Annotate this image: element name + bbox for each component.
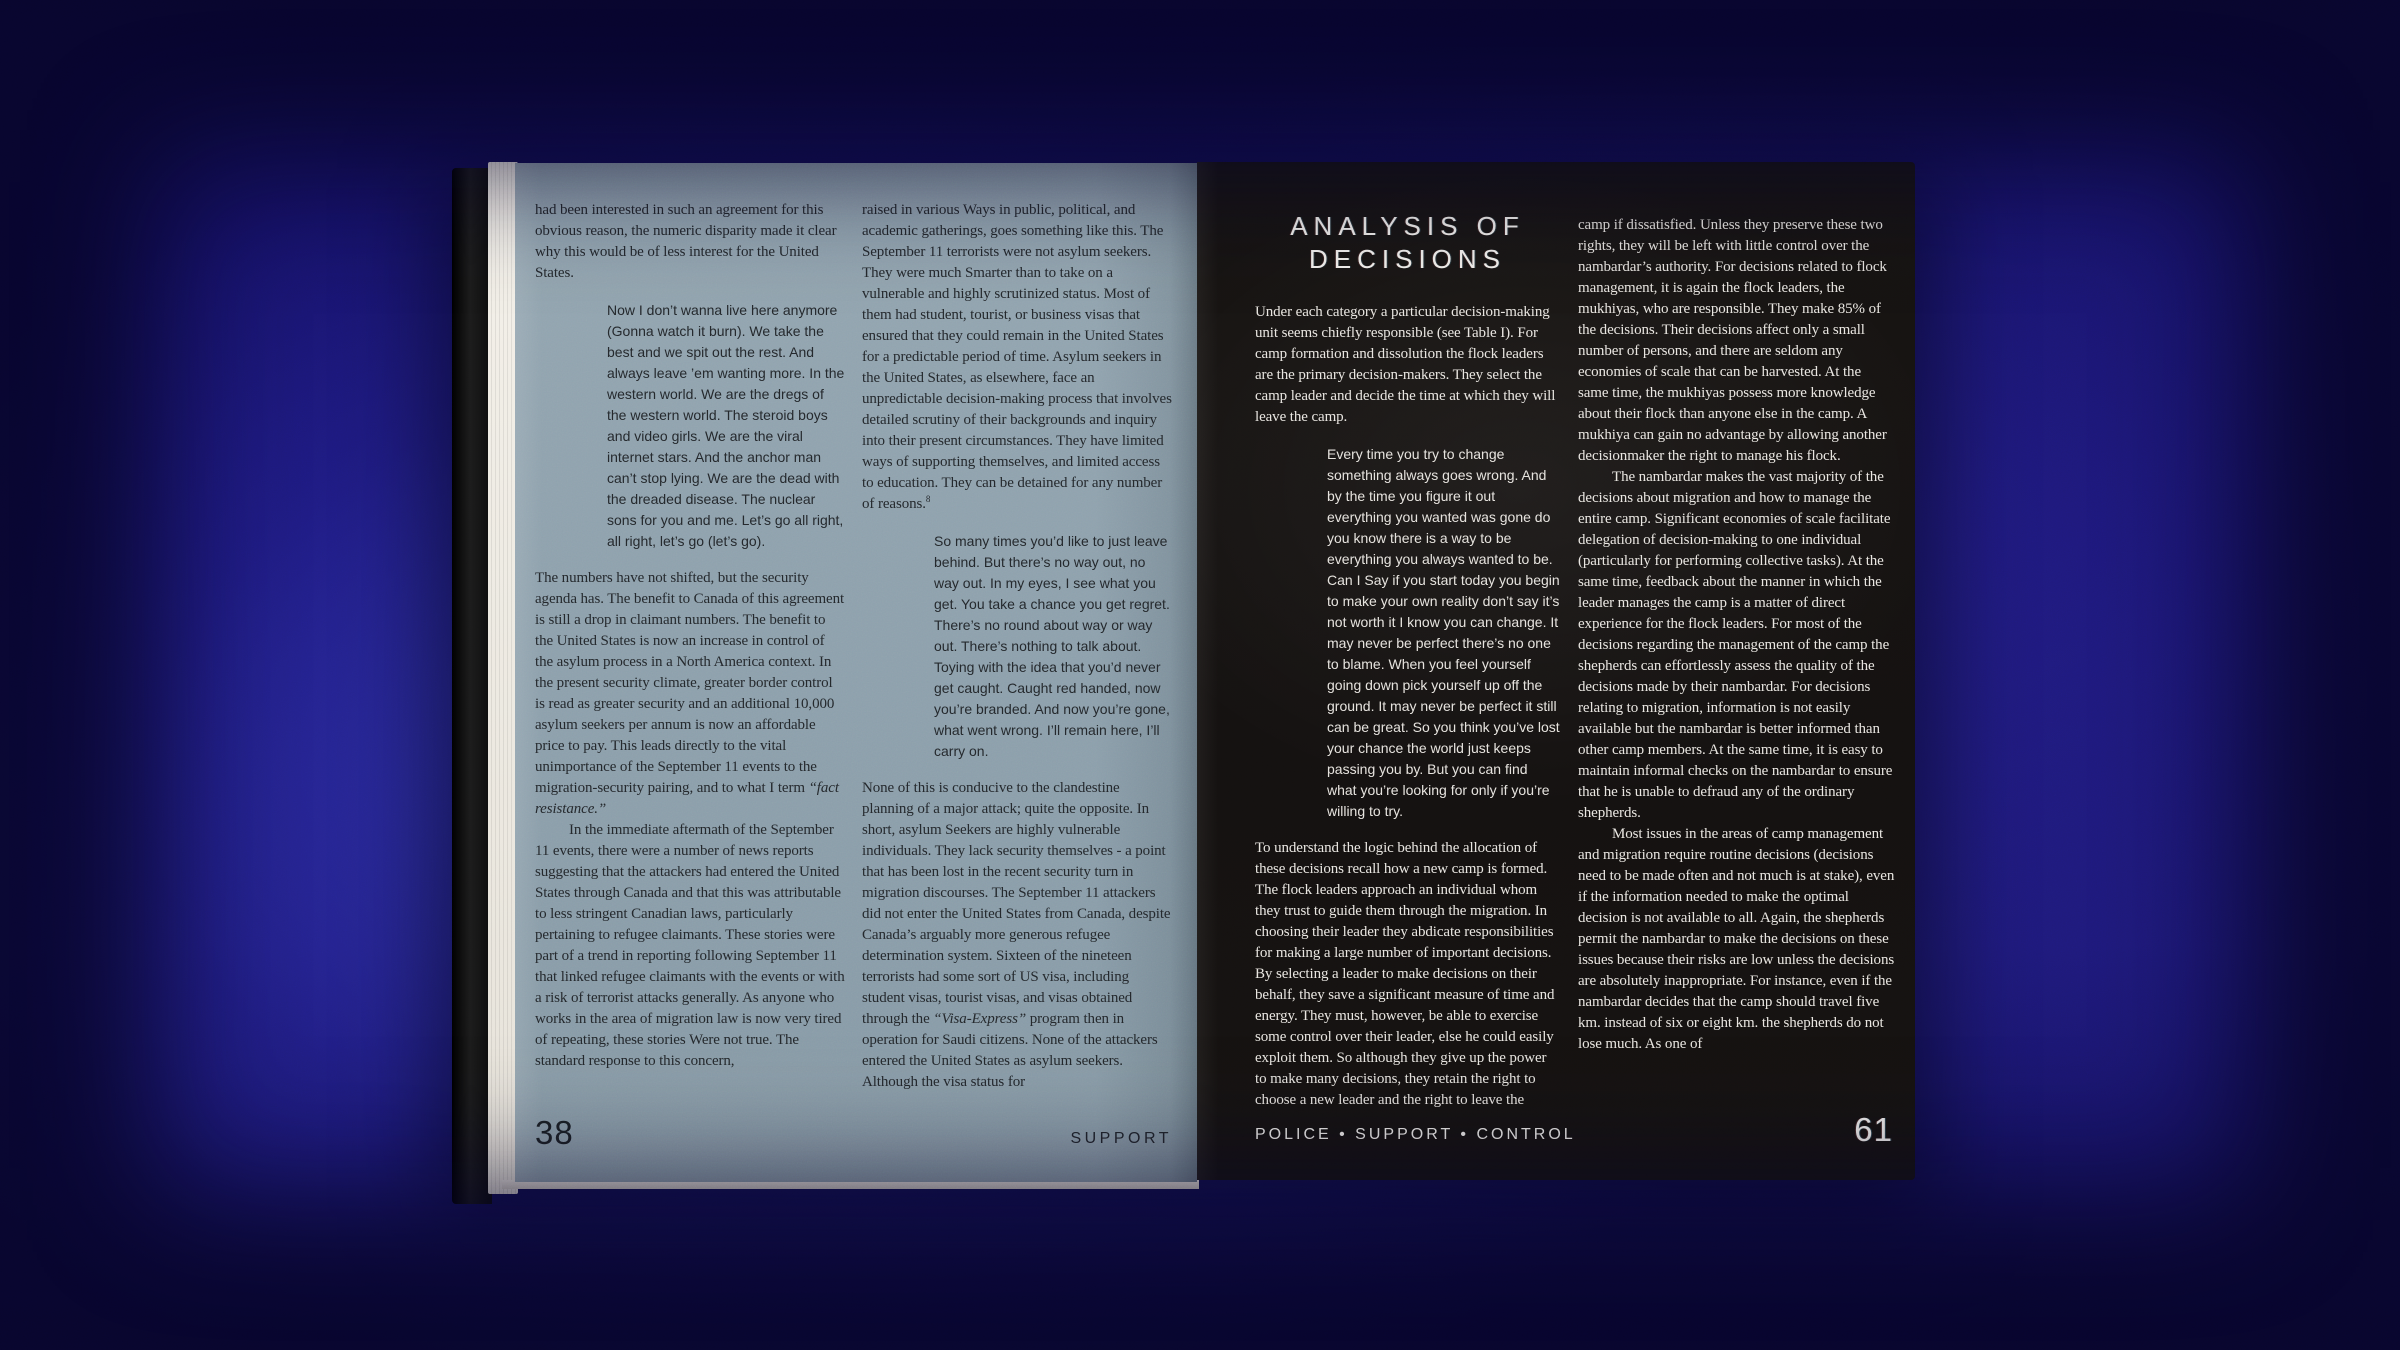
page-edge-stack [488, 162, 518, 1194]
page-number: 61 [1854, 1111, 1893, 1148]
body-paragraph: Most issues in the areas of camp management and migration require routine decisions (decisions need to be made often and not much is at stake), even if the information needed to make the optimal decision is not available to all. Again, the shepherds permit the nambardar to make the decisions on these issues because their risks are low unless the decisions are absolutely inappropriate. For instance, even if the nambardar decides that the camp should travel five km. instead of six or eight km. the shepherds do not lose much. As one of [1578, 826, 1895, 1052]
paragraph-text: program then in operation for Saudi citizens. None of the attackers entered the United States as asylum seekers. Although the visa status for [862, 1011, 1158, 1090]
left-column-1 [535, 200, 845, 1112]
title-line-1: ANALYSIS OF [1290, 211, 1525, 241]
page-number: 38 [535, 1114, 574, 1151]
paragraph-text: None of this is conducive to the clandestine planning of a major attack; quite the opposite. In short, asylum Seekers are highly vulnerable individuals. They lack security themselves - a point that has been lost in the recent security turn in migration discourses. The September 11 attackers did not enter the United States from Canada, despite Canada’s arguably more generous refugee determination system. Sixteen of the nineteen terrorists had some sort of US visa, including student visas, tourist visas, and visas obtained through the [862, 780, 1171, 1027]
lyrics-block-quote: So many times you’d like to just leave behind. But there’s no way out, no way out. In my eyes, I see what you get. You take a chance you get regret. There’s no round about way or way out. There’s nothing to talk about. Toying with the idea that you’d never get caught. Caught red handed, now you’re branded. And now you’re gone, what went wrong. I’ll remain here, I’ll carry on. [934, 533, 1170, 759]
title-line-2: DECISIONS [1308, 244, 1507, 274]
page-title [1255, 210, 1560, 276]
italic-phrase: “Visa-Express” [933, 1011, 1027, 1027]
book-fore-edge [452, 168, 492, 1204]
paragraph-text: The numbers have not shifted, but the security agenda has. The benefit to Canada of this agreement is still a drop in claimant numbers. The benefit to the United States is now an increase in control of the asylum process in a North America context. In the present security climate, greater border control is read as greater security and an additional 10,000 asylum seekers per annum is now an affordable price to pay. This leads directly to the vital unimportance of the September 11 events to the migration-security pairing, and to what I term [535, 570, 845, 796]
footnote-marker: 8 [925, 494, 931, 504]
left-page [515, 163, 1197, 1182]
lyrics-block-quote: Every time you try to change something always goes wrong. And by the time you figure it out everything you wanted was gone do you know there is a way to be everything you always wanted to be. Can I Say if you start today you begin to make your own reality don’t say it’s not worth it I know you can change. It may never be perfect there’s no one to blame. When you feel yourself going down pick yourself up off the ground. It may never be perfect it still can be great. So you think you’ve lost your chance the world just keeps passing you by. But you can find what you’re looking for only if you’re willing to try. [1327, 446, 1560, 819]
body-paragraph: Under each category a particular decision-making unit seems chiefly responsible (see Table I). For camp formation and dissolution the flock leaders are the primary decision-makers. They select the camp leader and decide the time at which they will leave the camp. [1255, 304, 1556, 425]
body-paragraph: In the immediate aftermath of the September 11 events, there were a number of news reports suggesting that the attackers had entered the United States through Canada and that this was attributable to less stringent Canadian laws, particularly pertaining to refugee claimants. These stories were part of a trend in reporting following September 11 that linked refugee claimants with the events or with a risk of terrorist attacks generally. As anyone who works in the area of migration law is now very tired of repeating, these stories Were not true. The standard response to this concern, [535, 822, 845, 1069]
body-paragraph: camp if dissatisfied. Unless they preserve these two rights, they will be left with little control over the nambardar’s authority. For decisions related to flock management, it is again the flock leaders, the mukhiyas, who are responsible. They make 85% of the decisions. Their decisions affect only a small number of persons, and there are seldom any economies of scale that can be harvested. At the same time, the mukhiyas possess more knowledge about their flock than anyone else in the camp. A mukhiya can gain no advantage by allowing another decisionmaker the right to manage his flock. [1578, 217, 1887, 464]
body-paragraph: had been interested in such an agreement for this obvious reason, the numeric disparity made it clear why this would be of less interest for the United States. [535, 202, 837, 281]
right-page [1197, 162, 1915, 1180]
body-paragraph: To understand the logic behind the allocation of these decisions recall how a new camp is formed. The flock leaders approach an individual whom they trust to guide them through the migration. In choosing their leader they abdicate responsibilities for making a large number of important decisions. By selecting a leader to make decisions on their behalf, they save a significant measure of time and energy. They must, however, be able to exercise some control over their leader, else he could easily exploit them. So although they give up the power to make many decisions, they retain the right to choose a new leader and the right to leave the [1255, 840, 1555, 1108]
right-column-1 [1255, 210, 1560, 1122]
paragraph-text: raised in various Ways in public, political, and academic gatherings, goes something like this. The September 11 terrorists were not asylum seekers. They were much Smarter than to take on a vulnerable and highly scrutinized status. Most of them had student, tourist, or business visas that ensured that they could remain in the United States for a predictable period of time. Asylum seekers in the United States, as elsewhere, face an unpredictable decision-making process that involves detailed scrutiny of their backgrounds and inquiry into their present circumstances. They have limited ways of supporting themselves, and limited access to education. They can be detained for any number of reasons. [862, 202, 1172, 512]
right-column-2 [1578, 215, 1895, 1127]
left-column-2 [862, 200, 1172, 1112]
italic-phrase: “fact resistance.” [535, 780, 839, 817]
running-footer: SUPPORT [1070, 1130, 1172, 1147]
body-paragraph [862, 200, 1172, 515]
lyrics-block-quote: Now I don’t wanna live here anymore (Gonna watch it burn). We take the best and we spit out the rest. And always leave ’em wanting more. In the western world. We are the dregs of the western world. The steroid boys and video girls. We are the viral internet stars. And the anchor man can’t stop lying. We are the dead with the dreaded disease. The nuclear sons for you and me. Let’s go all right, all right, let’s go (let’s go). [607, 302, 845, 549]
body-paragraph [862, 778, 1172, 1093]
body-paragraph [535, 568, 845, 820]
body-paragraph: The nambardar makes the vast majority of the decisions about migration and how to manage the entire camp. Significant economies of scale facilitate delegation of decision-making to one individual (particularly for performing collective tasks). At the same time, feedback about the manner in which the leader manages the camp is a matter of direct experience for the flock leaders. For most of the decisions regarding the management of the camp the shepherds can effortlessly assess the quality of the decisions made by their nambardar. For decisions relating to migration, information is not easily available but the nambardar is better informed than other camp members. At the same time, it is easy to maintain informal checks on the nambardar to ensure that he is unable to defraud any of the ordinary shepherds. [1578, 469, 1893, 821]
book-spread [452, 158, 1915, 1200]
running-footer: POLICE • SUPPORT • CONTROL [1255, 1126, 1576, 1143]
